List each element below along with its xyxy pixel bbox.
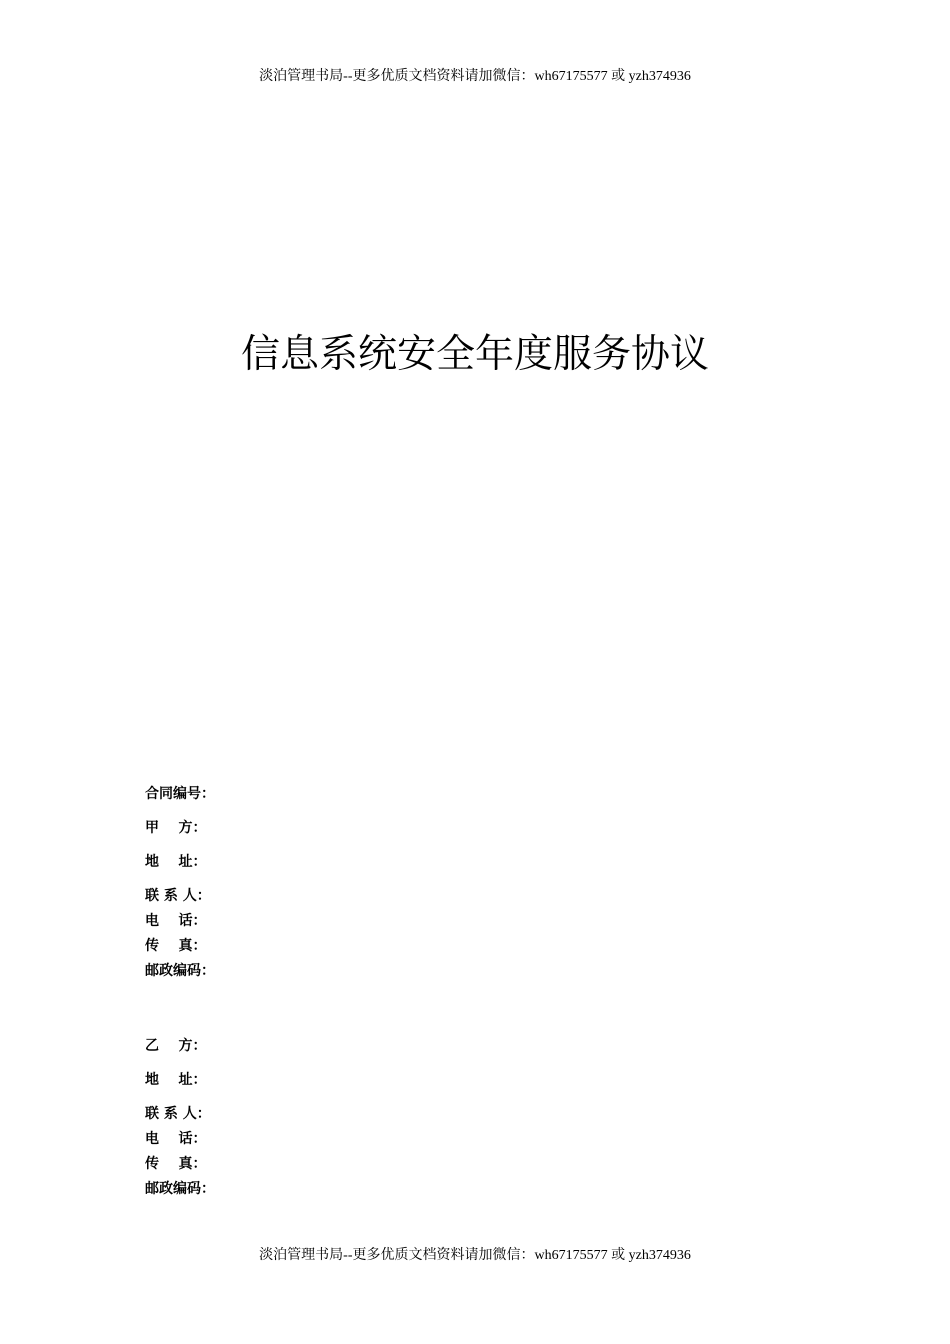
party-b-label: 乙 方： [145, 1038, 207, 1054]
party-b-fax-label: 传 真： [145, 1156, 207, 1172]
party-a-contact-label: 联 系 人： [145, 888, 211, 904]
document-title: 信息系统安全年度服务协议 [240, 332, 709, 377]
party-a-fax-label: 传 真： [145, 938, 207, 954]
page-footer-note: 淡泊管理书局--更多优质文档资料请加微信：wh67175577 或 yzh374936 [259, 1248, 691, 1263]
party-a-label: 甲 方： [145, 820, 207, 836]
party-a-contract-number-label: 合同编号： [145, 786, 215, 802]
party-a-address-label: 地 址： [145, 854, 207, 870]
party-b-phone-label: 电 话： [145, 1131, 207, 1147]
party-b-address-label: 地 址： [145, 1072, 207, 1088]
party-b-contact-label: 联 系 人： [145, 1106, 211, 1122]
party-a-postcode-label: 邮政编码： [145, 963, 215, 979]
party-a-phone-label: 电 话： [145, 913, 207, 929]
page-header-note: 淡泊管理书局--更多优质文档资料请加微信：wh67175577 或 yzh374936 [259, 69, 691, 84]
party-b-postcode-label: 邮政编码： [145, 1181, 215, 1197]
